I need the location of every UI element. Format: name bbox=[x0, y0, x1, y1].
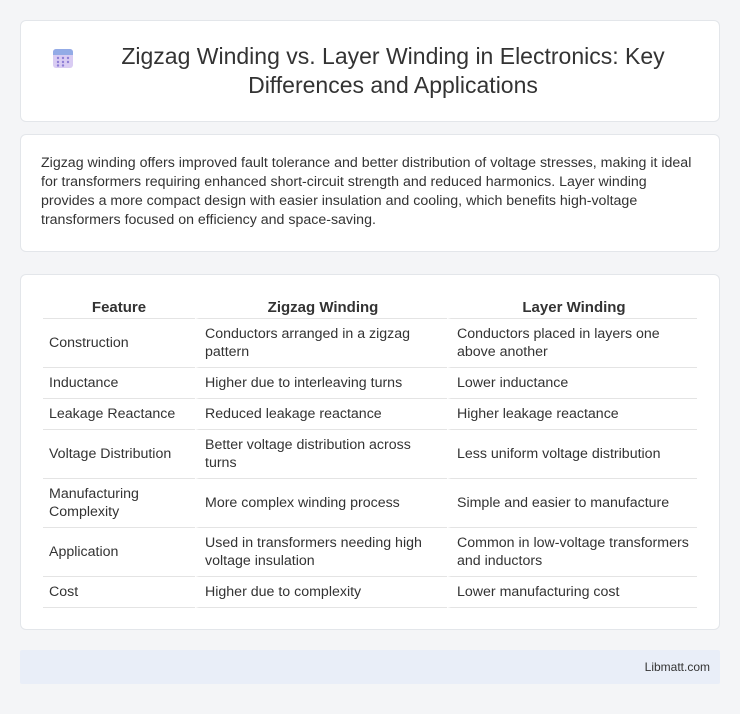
table-row bbox=[43, 399, 697, 430]
calendar-grid-icon bbox=[51, 46, 75, 70]
table-cell-feature: Inductance bbox=[43, 368, 195, 399]
table-cell-zigzag: Reduced leakage reactance bbox=[195, 399, 447, 430]
footer-bar bbox=[20, 650, 720, 684]
comparison-table-card bbox=[20, 274, 720, 630]
table-cell-feature: Construction bbox=[43, 319, 195, 368]
table-cell-layer: Higher leakage reactance bbox=[447, 399, 697, 430]
table-cell-feature: Voltage Distribution bbox=[43, 430, 195, 479]
table-cell-feature: Leakage Reactance bbox=[43, 399, 195, 430]
footer-brand[interactable]: Libmatt.com bbox=[644, 660, 710, 674]
table-cell-zigzag: Higher due to complexity bbox=[195, 577, 447, 608]
table-row bbox=[43, 479, 697, 528]
table-row bbox=[43, 577, 697, 608]
table-cell-zigzag: Higher due to interleaving turns bbox=[195, 368, 447, 399]
table-cell-feature: Application bbox=[43, 528, 195, 577]
comparison-table bbox=[43, 295, 697, 608]
summary-text: Zigzag winding offers improved fault tolerance and better distribution of voltage stresses, making it ideal for transformers requiring enhanced short-circuit strength and reduced harmonics. Layer winding provides a more compact design with easier insulation and cooling, which benefits high-voltage transformers focused on efficiency and space-saving. bbox=[41, 155, 692, 228]
column-header-layer: Layer Winding bbox=[447, 295, 697, 319]
table-row bbox=[43, 430, 697, 479]
table-cell-layer: Less uniform voltage distribution bbox=[447, 430, 697, 479]
table-cell-layer: Lower inductance bbox=[447, 368, 697, 399]
summary-card bbox=[20, 134, 720, 252]
table-cell-zigzag: Conductors arranged in a zigzag pattern bbox=[195, 319, 447, 368]
table-cell-layer: Simple and easier to manufacture bbox=[447, 479, 697, 528]
column-header-zigzag: Zigzag Winding bbox=[195, 295, 447, 319]
table-cell-zigzag: Better voltage distribution across turns bbox=[195, 430, 447, 479]
table-cell-feature: Cost bbox=[43, 577, 195, 608]
table-header-row bbox=[43, 295, 697, 319]
column-header-feature: Feature bbox=[43, 295, 195, 319]
table-cell-feature: Manufacturing Complexity bbox=[43, 479, 195, 528]
title-card bbox=[20, 20, 720, 122]
table-cell-layer: Conductors placed in layers one above another bbox=[447, 319, 697, 368]
title-row bbox=[21, 21, 719, 121]
table-row bbox=[43, 319, 697, 368]
table-cell-zigzag: Used in transformers needing high voltage insulation bbox=[195, 528, 447, 577]
table-row bbox=[43, 368, 697, 399]
table-cell-layer: Lower manufacturing cost bbox=[447, 577, 697, 608]
table-cell-layer: Common in low-voltage transformers and inductors bbox=[447, 528, 697, 577]
table-row bbox=[43, 528, 697, 577]
page-title: Zigzag Winding vs. Layer Winding in Electronics: Key Differences and Applications bbox=[121, 43, 665, 98]
table-cell-zigzag: More complex winding process bbox=[195, 479, 447, 528]
